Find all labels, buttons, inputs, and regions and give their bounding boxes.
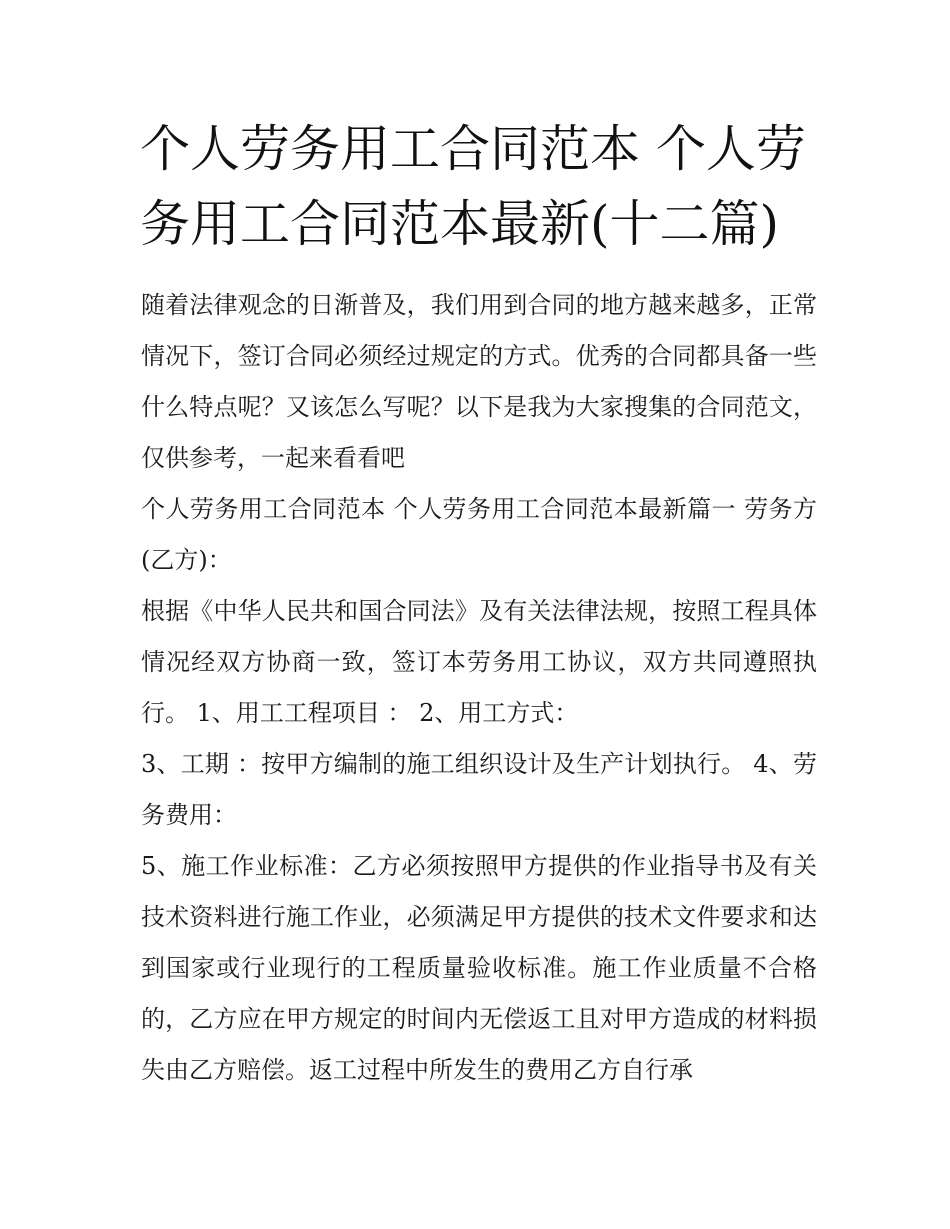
document-body (141, 280, 817, 1096)
document-title: 个人劳务用工合同范本 个人劳务用工合同范本最新(十二篇) (140, 120, 806, 253)
paragraph-work-standard: 5、施工作业标准：乙方必须按照甲方提供的作业指导书及有关技术资料进行施工作业，必须满足甲方提供的技术文件要求和达到国家或行业现行的工程质量验收标准。施工作业质量不合格的，乙方应在甲方规定的时间内无偿返工且对甲方造成的材料损失由乙方赔偿。返工过程中所发生的费用乙方自行承 (141, 852, 817, 1084)
paragraph-basis: 根据《中华人民共和国合同法》及有关法律法规，按照工程具体情况经双方协商一致，签订本劳务用工协议，双方共同遵照执行。 1、用工工程项目 ： 2、用工方式： (141, 597, 817, 727)
paragraph-term-and-fees: 3、工期 ：按甲方编制的施工组织设计及生产计划执行。 4、劳务费用： (141, 750, 817, 829)
paragraph-contract-heading: 个人劳务用工合同范本 个人劳务用工合同范本最新篇一 劳务方(乙方)： (141, 495, 817, 574)
paragraph-intro: 随着法律观念的日渐普及，我们用到合同的地方越来越多，正常情况下，签订合同必须经过规定的方式。优秀的合同都具备一些什么特点呢？又该怎么写呢？以下是我为大家搜集的合同范文，仅供参考，一起来看看吧 (141, 291, 817, 472)
